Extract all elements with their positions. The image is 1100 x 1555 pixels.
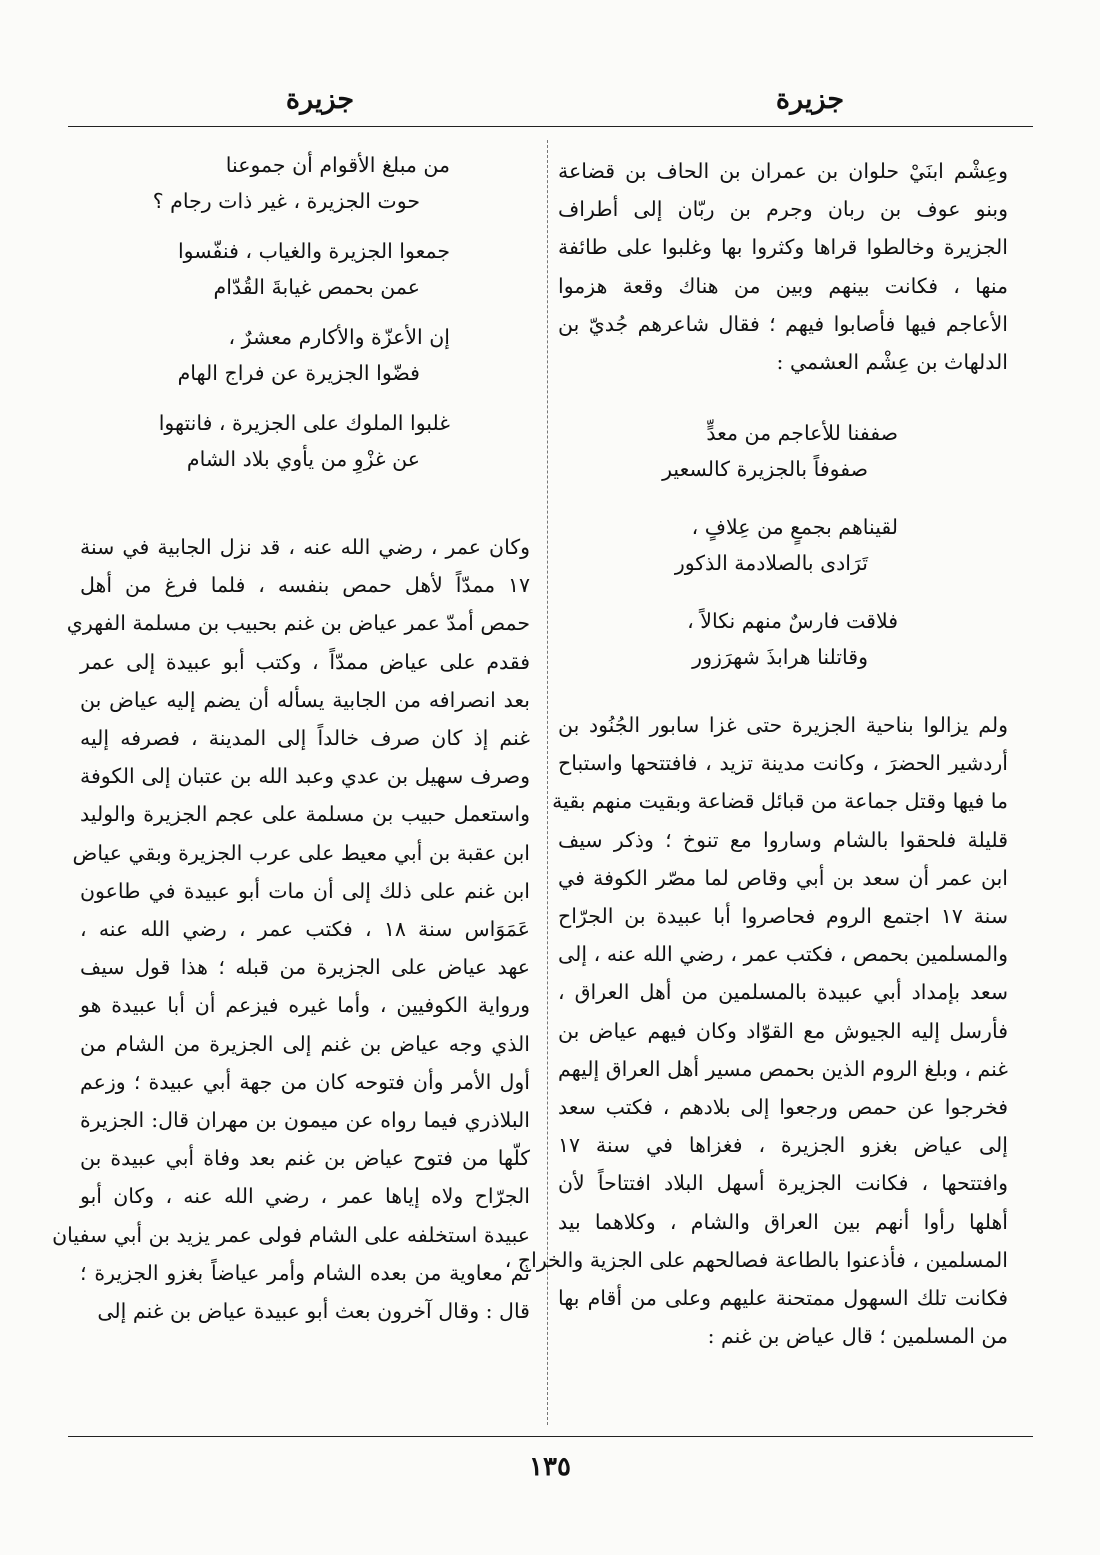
text-line: ولم يزالوا بناحية الجزيرة حتى غزا سابور الجُنُود بن xyxy=(558,713,1008,737)
text-line: غنم ، وبلغ الروم الذين بحمص مسير أهل العراق إليهم xyxy=(558,1056,1008,1081)
text-line: غنم إذ كان صرف خالداً إلى المدينة ، فصرفه إليه xyxy=(80,726,530,751)
text-line: عَمَوَاس سنة ١٨ ، فكتب عمر ، رضي الله عنه ، xyxy=(80,917,530,942)
text-line: ابن عقبة بن أبي معيط على عرب الجزيرة وبقي عياض xyxy=(72,840,530,865)
verse-hemistich-2: صفوفاً بالجزيرة كالسعير xyxy=(662,457,868,481)
text-line: ما فيها وقتل جماعة من قبائل قضاعة وبقيت منهم بقية xyxy=(552,789,1008,814)
text-line: فقدم على عياض ممدّاً ، وكتب أبو عبيدة إلى عمر xyxy=(80,649,530,674)
poem-stanza xyxy=(598,509,898,581)
text-line: وكان عمر ، رضي الله عنه ، قد نزل الجابية في سنة xyxy=(80,535,530,559)
verse-hemistich-1: من مبلغ الأقوام أن جموعنا xyxy=(225,153,450,177)
text-line: فخرجوا عن حمص ورجعوا إلى بلادهم ، فكتب سعد xyxy=(558,1095,1008,1120)
text-line: واستعمل حبيب بن مسلمة على عجم الجزيرة والوليد xyxy=(80,802,530,827)
text-line: والمسلمين بحمص ، فكتب عمر ، رضي الله عنه ، إلى xyxy=(558,942,1008,967)
text-line: قال : وقال آخرون بعث أبو عبيدة عياض بن غنم إلى xyxy=(97,1299,530,1324)
text-line: أول الأمر وأن فتوحه كان من جهة أبي عبيدة ؛ وزعم xyxy=(80,1069,530,1094)
text-line: البلاذري فيما رواه عن ميمون بن مهران قال: الجزيرة xyxy=(80,1108,530,1133)
text-line: الدلهاث بن عِشْم العشمي : xyxy=(776,350,1008,375)
left-column xyxy=(52,0,530,1440)
text-line: ثم معاوية من بعده الشام وأمر عياضاً بغزو الجزيرة ؛ xyxy=(80,1260,530,1285)
verse-hemistich-1: صففنا للأعاجم من معدٍّ xyxy=(706,421,898,445)
left-prose xyxy=(52,528,530,1330)
text-line: الأعاجم فيها فأصابوا فيهم ؛ فقال شاعرهم جُديّ بن xyxy=(558,311,1008,336)
text-line: سعد بإمداد أبي عبيدة بالمسلمين من أهل العراق ، xyxy=(558,980,1008,1005)
text-line: وبنو عوف بن ربان وجرم بن ربّان إلى أطراف xyxy=(558,197,1008,222)
poem-stanza xyxy=(598,603,898,675)
verse-hemistich-2: حوت الجزيرة ، غير ذات رجام ؟ xyxy=(152,189,420,213)
text-line: الجزيرة وخالطوا قراها وكثروا بها وغلبوا على طائفة xyxy=(558,235,1008,260)
left-poem xyxy=(120,147,450,491)
text-line: حمص أمدّ عمر عياض بن غنم بحبيب بن مسلمة الفهري xyxy=(66,611,530,636)
text-line: الجرّاح ولاه إياها عمر ، رضي الله عنه ، وكان أبو xyxy=(80,1184,530,1209)
verse-hemistich-2: تَرَادى بالصلادمة الذكور xyxy=(674,551,868,575)
verse-hemistich-1: فلاقت فارسٌ منهم نكالاً ، xyxy=(687,609,898,633)
right-prose-1 xyxy=(558,152,1008,381)
verse-hemistich-1: إن الأعزّة والأكارم معشرٌ ، xyxy=(228,325,450,349)
text-line: وصرف سهيل بن عدي وعبد الله بن عتبان إلى الكوفة xyxy=(80,764,530,789)
text-line: الذي وجه عياض بن غنم إلى الجزيرة من الشام من xyxy=(80,1031,530,1056)
text-line: ١٧ ممدّاً لأهل حمص بنفسه ، فلما فرغ من أهل xyxy=(80,573,530,598)
page-number: ١٣٥ xyxy=(529,1452,571,1482)
text-line: وعِشْم ابنَيْ حلوان بن عمران بن الحاف بن قضاعة xyxy=(558,159,1008,183)
poem-stanza xyxy=(598,415,898,487)
left-column-header: جزيرة xyxy=(285,84,355,115)
column-divider xyxy=(547,140,548,1425)
text-line: أهلها رأوا أنهم بين العراق والشام ، وكلاهما بيد xyxy=(558,1209,1008,1234)
text-line: عهد عياض على الجزيرة من قبله ؛ هذا قول سيف xyxy=(80,955,530,980)
poem-stanza xyxy=(120,319,450,391)
verse-hemistich-2: وقاتلنا هرابذَ شهرَزور xyxy=(692,645,868,669)
bottom-rule xyxy=(68,1436,1033,1437)
verse-hemistich-2: عمن بحمص غيابةَ القُدّام xyxy=(213,275,420,299)
text-line: ورواية الكوفيين ، وأما غيره فيزعم أن أبا عبيدة هو xyxy=(80,993,530,1018)
text-line: عبيدة استخلفه على الشام فولى عمر يزيد بن أبي سفيان xyxy=(52,1222,530,1247)
text-line: ابن عمر أن سعد بن أبي وقاص لما مصّر الكوفة في xyxy=(558,865,1008,890)
text-line: فأرسل إليه الجيوش مع القوّاد وكان فيهم عياض بن xyxy=(558,1018,1008,1043)
text-line: كلّها من فتوح عياض بن غنم بعد وفاة أبي عبيدة بن xyxy=(80,1146,530,1171)
right-prose-2 xyxy=(504,706,1008,1355)
text-line: أردشير الحضرَ ، وكانت مدينة تزيد ، فافتتحها واستباح xyxy=(558,751,1008,776)
verse-hemistich-2: عن غزْوِ من يأوي بلاد الشام xyxy=(186,447,420,471)
text-line: إلى عياض بغزو الجزيرة ، فغزاها في سنة ١٧ xyxy=(558,1133,1008,1158)
text-line: سنة ١٧ اجتمع الروم فحاصروا أبا عبيدة بن الجرّاح xyxy=(558,904,1008,929)
right-column-header: جزيرة xyxy=(775,84,845,115)
text-line: بعد انصرافه من الجابية يسأله أن يضم إليه عياض بن xyxy=(80,687,530,712)
text-line: فكانت تلك السهول ممتحنة عليهم وعلى من أقام بها xyxy=(558,1286,1008,1311)
text-line: وافتتحها ، فكانت الجزيرة أسهل البلاد افتتاحاً لأن xyxy=(558,1171,1008,1196)
verse-hemistich-1: لقيناهم بجمعٍ من عِلافٍ ، xyxy=(691,515,898,539)
text-line: المسلمين ، فأذعنوا بالطاعة فصالحهم على الجزية والخراج ، xyxy=(504,1247,1008,1272)
poem-stanza xyxy=(120,233,450,305)
verse-hemistich-2: فضّوا الجزيرة عن فراج الهام xyxy=(177,361,420,385)
poem-stanza xyxy=(120,147,450,219)
poem-stanza xyxy=(120,405,450,477)
verse-hemistich-1: جمعوا الجزيرة والغياب ، فنفّسوا xyxy=(177,239,450,263)
text-line: ابن غنم على ذلك إلى أن مات أبو عبيدة في طاعون xyxy=(80,878,530,903)
verse-hemistich-1: غلبوا الملوك على الجزيرة ، فانتهوا xyxy=(158,411,450,435)
text-line: من المسلمين ؛ قال عياض بن غنم : xyxy=(707,1324,1008,1349)
text-line: قليلة فلحقوا بالشام وساروا مع تنوخ ؛ وذكر سيف xyxy=(558,827,1008,852)
text-line: منها ، فكانت بينهم وبين من هناك وقعة هزموا xyxy=(558,273,1008,298)
right-poem xyxy=(598,415,898,697)
right-column xyxy=(504,0,1008,1440)
